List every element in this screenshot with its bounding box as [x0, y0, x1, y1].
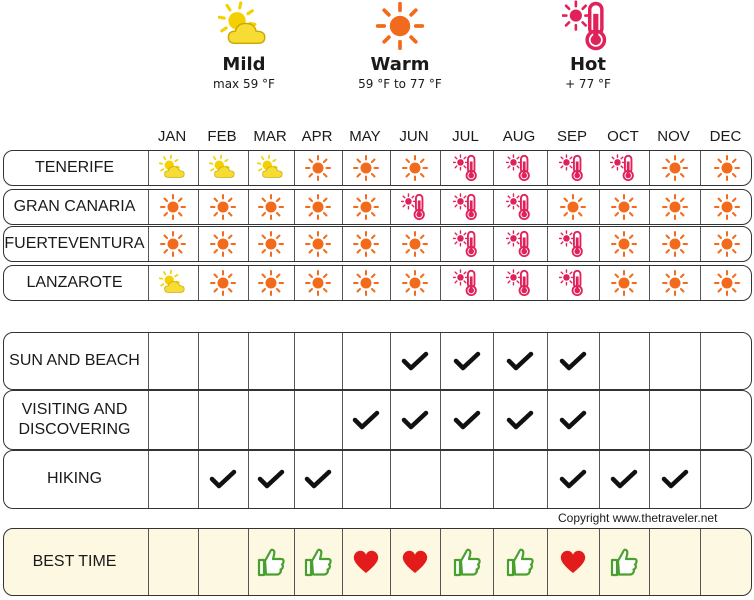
checkmark-icon: [599, 451, 649, 507]
warm-icon: [342, 190, 390, 223]
hot-icon: [547, 227, 599, 260]
row-label: HIKING: [46, 470, 103, 487]
column-divider: [649, 391, 650, 449]
hot-icon: [599, 151, 649, 184]
hot-icon: [508, 0, 668, 52]
copyright-text: Copyright www.thetraveler.net: [558, 511, 718, 525]
checkmark-icon: [493, 333, 547, 388]
warm-icon: [294, 151, 342, 184]
warm-icon: [294, 190, 342, 223]
legend-name: Mild: [222, 54, 266, 75]
column-divider: [440, 451, 441, 508]
hot-icon: [390, 190, 440, 223]
warm-icon: [294, 266, 342, 299]
mild-icon: [148, 151, 198, 184]
thumbs-up-icon: [294, 529, 342, 594]
heart-icon: [547, 529, 599, 594]
mild-icon: [148, 266, 198, 299]
warm-icon: [198, 266, 248, 299]
column-divider: [198, 391, 199, 449]
column-divider: [342, 333, 343, 389]
column-divider: [198, 333, 199, 389]
legend-warm: [320, 0, 480, 91]
column-divider: [700, 333, 701, 389]
month-jul: JUL: [452, 128, 479, 145]
legend-hot: [508, 0, 668, 91]
column-divider: [148, 451, 149, 508]
warm-icon: [198, 227, 248, 260]
activity-row: [3, 450, 752, 509]
mild-icon: [198, 151, 248, 184]
column-divider: [649, 333, 650, 389]
warm-icon: [390, 227, 440, 260]
column-divider: [248, 391, 249, 449]
column-divider: [294, 391, 295, 449]
warm-icon: [148, 190, 198, 223]
warm-icon: [148, 227, 198, 260]
checkmark-icon: [547, 333, 599, 388]
hot-icon: [440, 227, 493, 260]
warm-icon: [248, 266, 294, 299]
thumbs-up-icon: [493, 529, 547, 594]
warm-icon: [248, 227, 294, 260]
warm-icon: [248, 190, 294, 223]
thumbs-up-icon: [248, 529, 294, 594]
hot-icon: [440, 151, 493, 184]
month-dec: DEC: [709, 128, 742, 145]
warm-icon: [342, 227, 390, 260]
column-divider: [700, 391, 701, 449]
row-label: TENERIFE: [34, 158, 115, 176]
month-jan: JAN: [157, 128, 187, 145]
month-may: MAY: [349, 128, 381, 145]
warm-icon: [700, 151, 753, 184]
column-divider: [148, 391, 149, 449]
checkmark-icon: [342, 391, 390, 448]
hot-icon: [440, 266, 493, 299]
warm-icon: [700, 266, 753, 299]
checkmark-icon: [390, 333, 440, 388]
warm-icon: [342, 151, 390, 184]
warm-icon: [390, 266, 440, 299]
hot-icon: [493, 190, 547, 223]
warm-icon: [700, 227, 753, 260]
hot-icon: [493, 227, 547, 260]
thumbs-up-icon: [440, 529, 493, 594]
hot-icon: [493, 266, 547, 299]
warm-icon: [649, 266, 700, 299]
column-divider: [700, 529, 701, 595]
checkmark-icon: [493, 391, 547, 448]
island-row: [3, 265, 752, 301]
warm-icon: [649, 227, 700, 260]
column-divider: [148, 529, 149, 595]
column-divider: [493, 451, 494, 508]
heart-icon: [390, 529, 440, 594]
legend-range: + 77 °F: [565, 77, 611, 91]
column-divider: [148, 333, 149, 389]
column-divider: [248, 333, 249, 389]
checkmark-icon: [547, 451, 599, 507]
month-apr: APR: [301, 128, 333, 145]
checkmark-icon: [248, 451, 294, 507]
heart-icon: [342, 529, 390, 594]
month-sep: SEP: [556, 128, 587, 145]
warm-icon: [649, 151, 700, 184]
column-divider: [342, 451, 343, 508]
row-label: FUERTEVENTURA: [4, 234, 145, 252]
column-divider: [198, 529, 199, 595]
month-aug: AUG: [502, 128, 536, 145]
mild-icon: [248, 151, 294, 184]
best-time-row-box: [3, 528, 752, 596]
month-mar: MAR: [253, 128, 287, 145]
checkmark-icon: [198, 451, 248, 507]
warm-icon: [599, 190, 649, 223]
warm-icon: [320, 0, 480, 52]
month-jun: JUN: [399, 128, 429, 145]
warm-icon: [599, 227, 649, 260]
island-row: [3, 189, 752, 225]
month-feb: FEB: [207, 128, 237, 145]
checkmark-icon: [547, 391, 599, 448]
column-divider: [599, 391, 600, 449]
checkmark-icon: [649, 451, 700, 507]
checkmark-icon: [440, 333, 493, 388]
mild-icon: [164, 0, 324, 52]
thumbs-up-icon: [599, 529, 649, 594]
column-divider: [599, 333, 600, 389]
warm-icon: [547, 190, 599, 223]
month-nov: NOV: [657, 128, 690, 145]
hot-icon: [440, 190, 493, 223]
island-row: [3, 226, 752, 262]
row-label: VISITING AND DISCOVERING: [18, 400, 131, 438]
legend-name: Hot: [569, 54, 607, 75]
legend-mild: [164, 0, 324, 91]
activity-row: [3, 332, 752, 390]
warm-icon: [294, 227, 342, 260]
legend-name: Warm: [370, 54, 430, 75]
row-label: LANZAROTE: [26, 273, 123, 291]
column-divider: [649, 529, 650, 595]
row-label: GRAN CANARIA: [13, 197, 136, 215]
warm-icon: [649, 190, 700, 223]
checkmark-icon: [440, 391, 493, 448]
month-oct: OCT: [607, 128, 639, 145]
warm-icon: [599, 266, 649, 299]
checkmark-icon: [390, 391, 440, 448]
hot-icon: [547, 266, 599, 299]
row-label: BEST TIME: [32, 552, 117, 570]
row-label: SUN AND BEACH: [9, 351, 140, 369]
hot-icon: [547, 151, 599, 184]
legend-range: 59 °F to 77 °F: [358, 77, 442, 91]
warm-icon: [390, 151, 440, 184]
activity-row: [3, 390, 752, 450]
warm-icon: [198, 190, 248, 223]
column-divider: [294, 333, 295, 389]
column-divider: [390, 451, 391, 508]
checkmark-icon: [294, 451, 342, 507]
warm-icon: [342, 266, 390, 299]
column-divider: [700, 451, 701, 508]
hot-icon: [493, 151, 547, 184]
warm-icon: [700, 190, 753, 223]
island-row: [3, 150, 752, 186]
legend-range: max 59 °F: [213, 77, 275, 91]
